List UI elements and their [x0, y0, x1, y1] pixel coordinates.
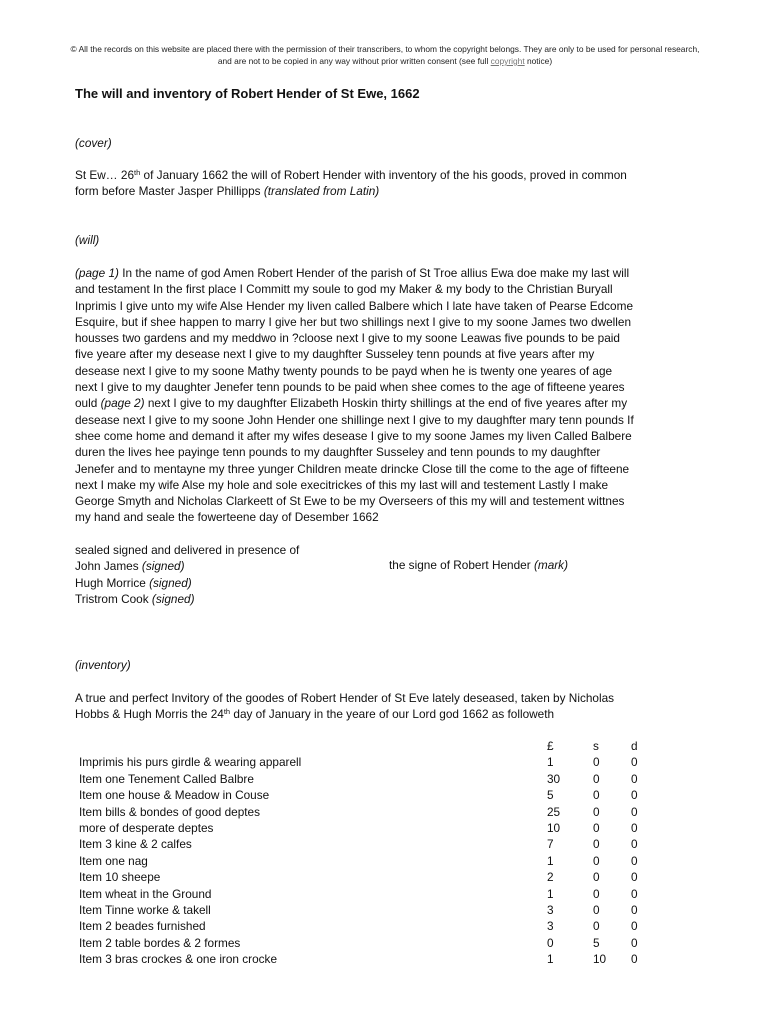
inventory-pence: 0 — [631, 788, 638, 803]
inventory-item: Item 2 beades furnished — [79, 919, 206, 934]
witness-block — [75, 542, 299, 607]
inventory-row — [79, 886, 661, 902]
inventory-shillings: 0 — [593, 837, 600, 852]
inventory-shillings: 0 — [593, 771, 600, 786]
cover-label: (cover) — [75, 136, 112, 150]
mark-text: the signe of Robert Hender — [389, 558, 534, 572]
inventory-intro-line1: A true and perfect Invitory of the goodes of Robert Hender of St Eve lately deseased, taken by Nicholas — [75, 691, 615, 705]
inventory-item: Imprimis his purs girdle & wearing apparell — [79, 755, 302, 770]
will-lines-b — [75, 412, 695, 526]
inventory-pounds: 25 — [547, 804, 561, 819]
inventory-row — [79, 754, 661, 770]
inventory-pounds: 5 — [547, 788, 554, 803]
mark-note: (mark) — [533, 558, 569, 572]
cover-text-b: of January 1662 the will of Robert Hender with inventory of the his goods, proved in common — [140, 168, 627, 182]
witness-name: John James — [75, 559, 142, 574]
inventory-pounds: 1 — [547, 952, 554, 967]
will-line: desease next I give to my soone John Hender one shillinge next I give to my daughfter mary tenn pounds If — [75, 412, 634, 427]
will-line: Inprimis I give unto my wife Alse Hender my liven called Balbere which I late have taken of Pearse Edcome — [75, 298, 634, 313]
inventory-item: Item 3 kine & 2 calfes — [79, 837, 192, 852]
inventory-pence: 0 — [631, 886, 638, 901]
inventory-pounds: 30 — [547, 771, 561, 786]
inventory-shillings: 0 — [593, 886, 600, 901]
inventory-pounds: 2 — [547, 870, 554, 885]
inventory-shillings: 0 — [593, 788, 600, 803]
pounds-header: £ — [547, 739, 554, 753]
will-line: housses two gardens and my meddwo in ?cloose next I give to my soone Leawas five pounds to be paid — [75, 331, 620, 346]
inventory-shillings: 0 — [593, 755, 600, 770]
witness-list — [75, 558, 299, 607]
inventory-pence: 0 — [631, 853, 638, 868]
inventory-pounds: 3 — [547, 919, 554, 934]
inventory-shillings: 0 — [593, 821, 600, 836]
inventory-intro-sup: th — [223, 707, 231, 717]
cover-text — [75, 167, 695, 200]
witness-intro: sealed signed and delivered in presence of — [75, 543, 300, 557]
will-line: Esquire, but if shee happen to marry I give her but two shillings next I give to my soone James two dwellen — [75, 314, 632, 329]
cover-line2-italic: (translated from Latin) — [263, 184, 380, 199]
inventory-pounds: 0 — [547, 935, 554, 950]
inventory-row — [79, 820, 661, 836]
will-text — [75, 265, 695, 526]
witness-note: (signed) — [149, 575, 192, 590]
inventory-shillings: 10 — [593, 952, 607, 967]
page2-label: (page 2) — [100, 396, 145, 411]
cover-text-a: St Ew… 26 — [75, 168, 135, 182]
inventory-item: Item bills & bondes of good deptes — [79, 804, 261, 819]
inventory-pence: 0 — [631, 804, 638, 819]
inventory-item: Item wheat in the Ground — [79, 886, 212, 901]
will-lines-a — [75, 281, 695, 395]
cover-sup: th — [134, 168, 141, 177]
inventory-shillings: 0 — [593, 903, 600, 918]
inventory-pounds: 7 — [547, 837, 554, 852]
will-line: and testament In the first place I Committ my soule to god my Maker & my body to the Christian Buryall — [75, 282, 613, 297]
pence-header: d — [631, 739, 638, 753]
inventory-item: Item 3 bras crockes & one iron crocke — [79, 952, 278, 967]
inventory-shillings: 0 — [593, 853, 600, 868]
witness-name: Hugh Morrice — [75, 575, 150, 590]
will-line: Jenefer and to mentayne my three yunger Children meate drincke Close till the come to the age of fifteene — [75, 461, 630, 476]
inventory-row — [79, 902, 661, 918]
inventory-pence: 0 — [631, 837, 638, 852]
inventory-row — [79, 771, 661, 787]
inventory-item: Item one nag — [79, 853, 148, 868]
shillings-header: s — [593, 739, 599, 753]
will-line: duren the lives hee payinge tenn pounds to my daughfter Susseley and tenn pounds to my daughfter — [75, 445, 601, 460]
inventory-header-row — [79, 738, 661, 754]
will-line: desease next I give to my soone Mathy twenty pounds to be payd when he is twenty one yeares of age — [75, 363, 613, 378]
inventory-intro — [75, 690, 695, 723]
will-line: five yeare after my desease next I give to my daughfter Susseley tenn pounds at five years after my — [75, 347, 595, 362]
inventory-shillings: 5 — [593, 935, 600, 950]
will-line: next I give to my daughfter Elizabeth Hoskin thirty shillings at the end of five yeares after my — [144, 396, 628, 411]
inventory-table — [79, 738, 661, 968]
inventory-pence: 0 — [631, 935, 638, 950]
cover-line2: form before Master Jasper Phillipps — [75, 184, 264, 199]
inventory-pounds: 1 — [547, 853, 554, 868]
document-title: The will and inventory of Robert Hender of St Ewe, 1662 — [75, 86, 420, 101]
inventory-item: Item Tinne worke & takell — [79, 903, 211, 918]
inventory-row — [79, 787, 661, 803]
inventory-row — [79, 804, 661, 820]
inventory-item: more of desperate deptes — [79, 821, 214, 836]
testator-mark — [389, 558, 568, 572]
witness-note: (signed) — [151, 591, 195, 606]
inventory-pounds: 1 — [547, 755, 554, 770]
inventory-item: Item 10 sheepe — [79, 870, 161, 885]
inventory-pounds: 10 — [547, 821, 561, 836]
page1-label: (page 1) — [75, 266, 119, 280]
inventory-pence: 0 — [631, 755, 638, 770]
inventory-row — [79, 951, 661, 967]
witness-line — [75, 575, 299, 591]
inventory-body — [79, 754, 661, 967]
inventory-row — [79, 918, 661, 934]
will-line: my hand and seale the fowerteene day of Desember 1662 — [75, 510, 379, 525]
will-line: ould — [75, 396, 101, 411]
inventory-pence: 0 — [631, 903, 638, 918]
witness-note: (signed) — [141, 559, 185, 574]
inventory-pence: 0 — [631, 771, 638, 786]
inventory-intro-line2b: day of January in the yeare of our Lord god 1662 as followeth — [230, 707, 555, 722]
inventory-row — [79, 853, 661, 869]
inventory-shillings: 0 — [593, 919, 600, 934]
inventory-shillings: 0 — [593, 804, 600, 819]
inventory-row — [79, 869, 661, 885]
inventory-intro-line2a: Hobbs & Hugh Morris the 24 — [75, 707, 224, 722]
inventory-item: Item one house & Meadow in Couse — [79, 788, 270, 803]
inventory-row — [79, 836, 661, 852]
inventory-item: Item 2 table bordes & 2 formes — [79, 935, 241, 950]
inventory-pounds: 1 — [547, 886, 554, 901]
copyright-link[interactable]: copyright — [490, 56, 525, 66]
copyright-notice — [70, 43, 700, 67]
item-header — [79, 738, 537, 754]
inventory-shillings: 0 — [593, 870, 600, 885]
will-line: next I make my wife Alse my hole and sole execitrickes of this my last will and testement Lastly I make — [75, 477, 609, 492]
will-line: next I give to my daughter Jenefer tenn pounds to be paid when shee comes to the age of fifteene yeares — [75, 380, 625, 395]
witness-line — [75, 591, 299, 607]
will-line: George Smyth and Nicholas Clarkeett of St Ewe to be my Overseers of this my will and testement wittnes — [75, 494, 625, 509]
inventory-row — [79, 935, 661, 951]
inventory-item: Item one Tenement Called Balbre — [79, 771, 254, 786]
inventory-pence: 0 — [631, 952, 638, 967]
inventory-label: (inventory) — [75, 658, 131, 672]
witness-line — [75, 558, 299, 574]
inventory-pence: 0 — [631, 821, 638, 836]
inventory-pounds: 3 — [547, 903, 554, 918]
inventory-pence: 0 — [631, 919, 638, 934]
will-line: In the name of god Amen Robert Hender of the parish of St Troe allius Ewa doe make my last will — [118, 266, 630, 280]
notice-text-end: notice) — [524, 56, 553, 66]
will-label: (will) — [75, 233, 100, 247]
witness-name: Tristrom Cook — [75, 591, 152, 606]
notice-text: © All the records on this website are placed there with the permission of their transcribers, to whom the copyright belongs. They are only to be used for personal research, and are not to be copied in any way without prior written consent (see full — [70, 44, 700, 66]
inventory-pence: 0 — [631, 870, 638, 885]
will-line: shee come home and demand it after my wifes desease I give to my soone James my liven Called Balbere — [75, 428, 632, 443]
